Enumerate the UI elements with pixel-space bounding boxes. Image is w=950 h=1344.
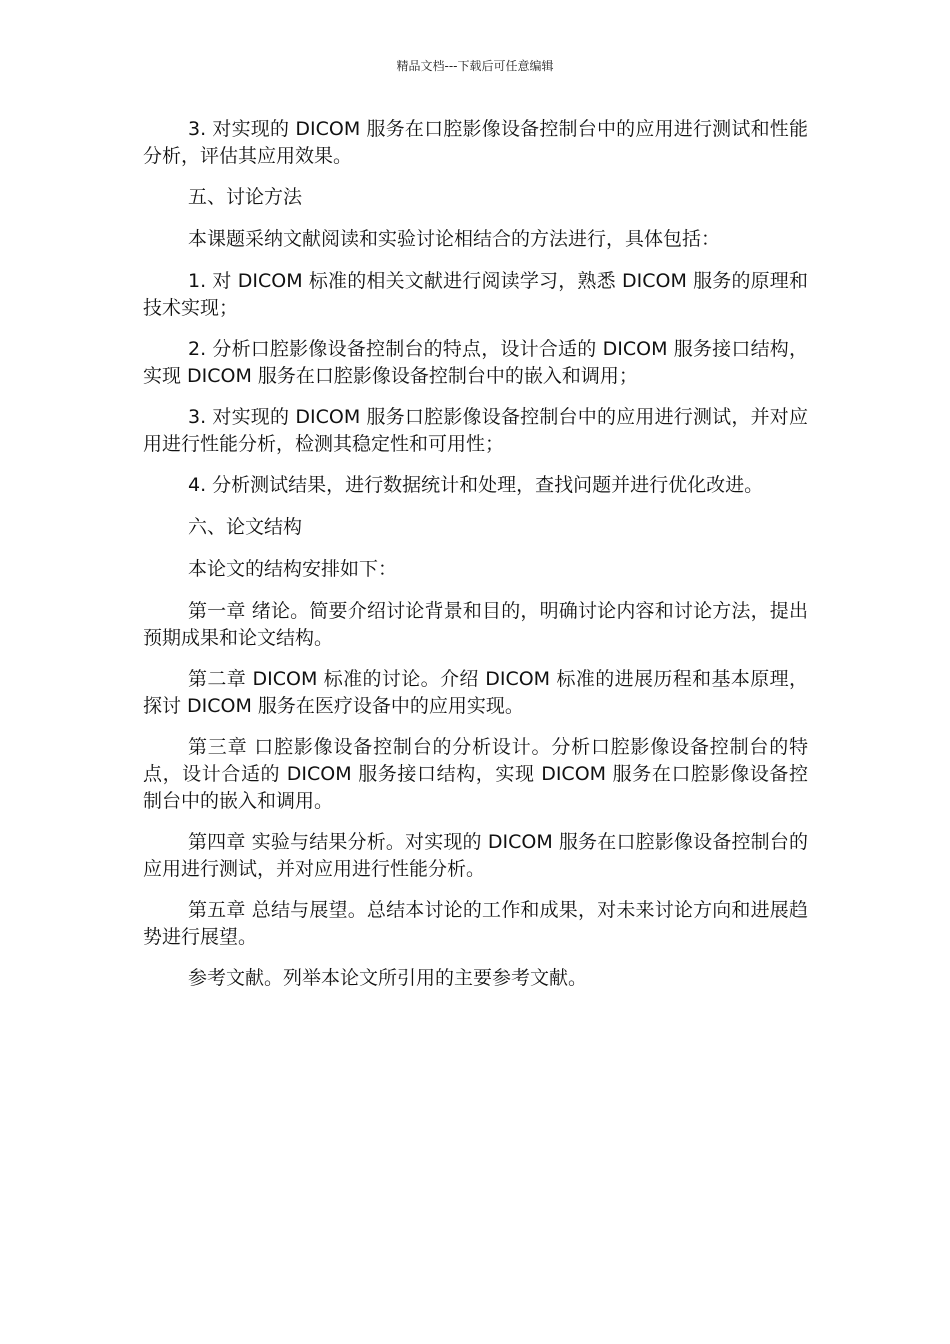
chapter-1-summary: 第一章 绪论。简要介绍讨论背景和目的，明确讨论内容和讨论方法，提出预期成果和论文结构。 (143, 600, 808, 649)
section-heading-structure: 六、论文结构 (188, 516, 303, 538)
chapter-5-summary: 第五章 总结与展望。总结本讨论的工作和成果，对未来讨论方向和进展趋势进行展望。 (143, 899, 808, 948)
document-body (143, 116, 808, 1006)
paragraph-test-analysis: 3. 对实现的 DICOM 服务在口腔影像设备控制台中的应用进行测试和性能分析，评估其应用效果。 (143, 118, 808, 167)
page-header: 精品文档---下载后可任意编辑 (396, 59, 554, 73)
list-item-method-2: 2. 分析口腔影像设备控制台的特点，设计合适的 DICOM 服务接口结构，实现 DICOM 服务在口腔影像设备控制台中的嵌入和调用； (143, 338, 808, 387)
chapter-4-summary: 第四章 实验与结果分析。对实现的 DICOM 服务在口腔影像设备控制台的应用进行测试，并对应用进行性能分析。 (143, 831, 808, 880)
paragraph-methods-intro: 本课题采纳文献阅读和实验讨论相结合的方法进行，具体包括： (188, 228, 721, 250)
paragraph-structure-intro: 本论文的结构安排如下： (188, 558, 398, 580)
list-item-method-3: 3. 对实现的 DICOM 服务口腔影像设备控制台中的应用进行测试，并对应用进行性能分析，检测其稳定性和可用性； (143, 406, 808, 455)
chapter-3-summary: 第三章 口腔影像设备控制台的分析设计。分析口腔影像设备控制台的特点，设计合适的 DICOM 服务接口结构，实现 DICOM 服务在口腔影像设备控制台中的嵌入和调用。 (143, 736, 808, 812)
chapter-2-summary: 第二章 DICOM 标准的讨论。介绍 DICOM 标准的进展历程和基本原理，探讨 DICOM 服务在医疗设备中的应用实现。 (143, 668, 808, 717)
section-heading-methods: 五、讨论方法 (188, 186, 303, 208)
references-summary: 参考文献。列举本论文所引用的主要参考文献。 (188, 967, 588, 989)
list-item-method-4: 4. 分析测试结果，进行数据统计和处理，查找问题并进行优化改进。 (188, 474, 764, 496)
list-item-method-1: 1. 对 DICOM 标准的相关文献进行阅读学习，熟悉 DICOM 服务的原理和技术实现； (143, 270, 808, 319)
